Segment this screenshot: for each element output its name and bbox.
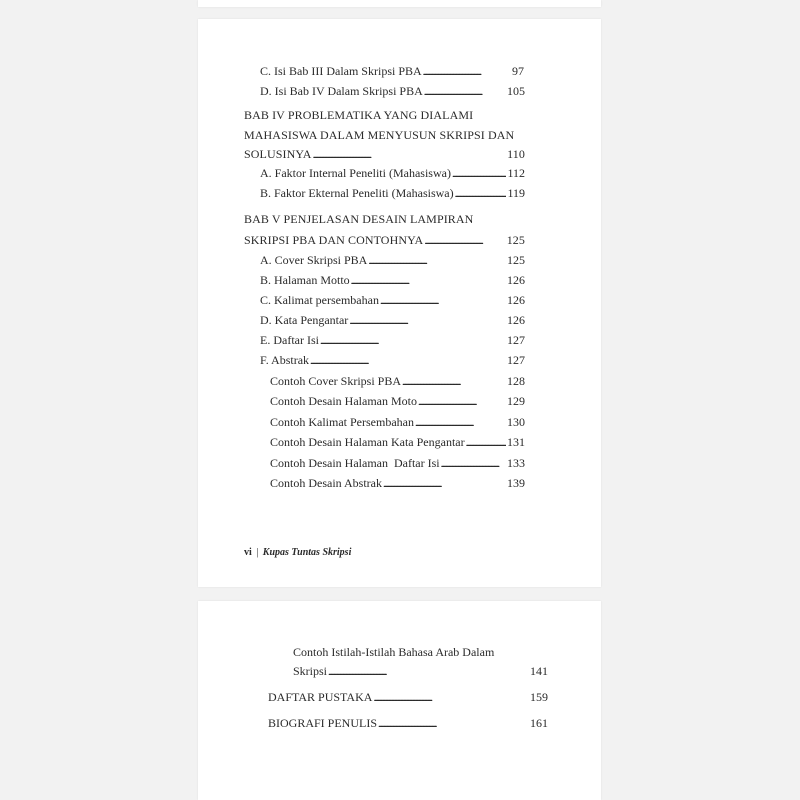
toc-entry (270, 476, 525, 492)
toc-entry-page: 112 (507, 166, 525, 180)
toc-entry-title: Skripsi (293, 664, 328, 678)
toc-entry-title: F. Abstrak (260, 353, 310, 367)
toc-entry (270, 456, 525, 472)
toc-entry-page: 126 (507, 273, 525, 287)
toc-entry-page: 127 (507, 353, 525, 367)
toc-entry (293, 664, 548, 680)
toc-entry (260, 64, 524, 80)
toc-entry (260, 273, 525, 289)
toc-entry (260, 353, 525, 369)
toc-entry-title: Contoh Cover Skripsi PBA (270, 374, 402, 388)
toc-entry (260, 333, 525, 349)
toc-entry-page: 139 (507, 476, 525, 490)
toc-entry-title: B. Halaman Motto (260, 273, 350, 287)
dot-leader (418, 394, 506, 410)
toc-entry (270, 435, 525, 451)
toc-entry-title: Contoh Desain Halaman Moto (270, 394, 417, 408)
dot-leader (351, 273, 506, 289)
toc-entry-title: D. Kata Pengantar (260, 313, 349, 327)
dot-leader (415, 415, 506, 431)
toc-entry-title: E. Daftar Isi (260, 333, 319, 347)
toc-page (198, 19, 601, 587)
toc-entry-page: 133 (507, 456, 525, 470)
toc-entry-title: SKRIPSI PBA DAN CONTOHNYA (244, 233, 424, 247)
next-toc-page (198, 601, 601, 800)
toc-entry-page: 161 (530, 716, 548, 730)
toc-entry-page: 159 (530, 690, 548, 704)
toc-entry-page: 126 (507, 313, 525, 327)
toc-entry (260, 186, 525, 202)
dot-leader (452, 166, 506, 182)
dot-leader (466, 435, 506, 451)
dot-leader (320, 333, 506, 349)
chapter-heading: MAHASISWA DALAM MENYUSUN SKRIPSI DAN (244, 128, 515, 142)
toc-entry-page: 119 (507, 186, 525, 200)
toc-entry-page: 127 (507, 333, 525, 347)
chapter-heading: BAB IV PROBLEMATIKA YANG DIALAMI (244, 108, 474, 122)
dot-leader (402, 374, 506, 390)
previous-page-edge (198, 0, 601, 7)
toc-entry (260, 253, 525, 269)
dot-leader (349, 313, 506, 329)
toc-entry-page: 125 (506, 233, 525, 247)
footer-page-number: vi (244, 547, 252, 558)
toc-entry-title: DAFTAR PUSTAKA (268, 690, 373, 704)
toc-entry-title: C. Isi Bab III Dalam Skripsi PBA (260, 64, 422, 78)
footer-separator: | (256, 547, 259, 558)
toc-entry-title: B. Faktor Ekternal Peneliti (Mahasiswa) (260, 186, 454, 200)
toc-entry-title: BIOGRAFI PENULIS (268, 716, 378, 730)
toc-entry-title: A. Cover Skripsi PBA (260, 253, 368, 267)
toc-entry-page: 110 (507, 147, 525, 161)
toc-entry (270, 415, 525, 431)
toc-entry (260, 313, 525, 329)
toc-entry-title: Contoh Kalimat Persembahan (270, 415, 414, 429)
toc-entry-page: 125 (507, 253, 525, 267)
chapter-heading: BAB V PENJELASAN DESAIN LAMPIRAN (244, 212, 474, 226)
toc-entry-title: Contoh Desain Halaman Daftar Isi (270, 456, 440, 470)
toc-entry-page: 129 (507, 394, 525, 408)
toc-entry-page: 105 (507, 84, 525, 98)
toc-entry (260, 293, 525, 309)
toc-entry (270, 374, 525, 390)
dot-leader (424, 84, 506, 100)
dot-leader (328, 664, 529, 680)
toc-entry-title: Contoh Istilah-Istilah Bahasa Arab Dalam (293, 645, 495, 659)
toc-entry (268, 690, 548, 706)
toc-entry-title: SOLUSINYA (244, 147, 312, 161)
toc-entry-page: 126 (507, 293, 525, 307)
dot-leader (373, 690, 529, 706)
dot-leader (313, 147, 507, 163)
dot-leader (455, 186, 507, 202)
toc-entry-page: 128 (507, 374, 525, 388)
dot-leader (424, 233, 505, 249)
toc-entry (270, 394, 525, 410)
dot-leader (378, 716, 529, 732)
dot-leader (368, 253, 506, 269)
toc-entry (244, 147, 525, 163)
dot-leader (380, 293, 506, 309)
toc-entry (268, 716, 548, 732)
toc-entry-page: 97 (512, 64, 524, 78)
toc-entry (260, 84, 525, 100)
toc-entry-title: Contoh Desain Halaman Kata Pengantar (270, 435, 465, 449)
page-footer (244, 547, 351, 558)
toc-entry (260, 166, 525, 182)
toc-entry-page: 141 (530, 664, 548, 678)
toc-entry-title: Contoh Desain Abstrak (270, 476, 382, 490)
toc-entry-title: D. Isi Bab IV Dalam Skripsi PBA (260, 84, 423, 98)
toc-entry-title: C. Kalimat persembahan (260, 293, 379, 307)
footer-book-title: Kupas Tuntas Skripsi (262, 547, 352, 558)
toc-entry (244, 233, 525, 249)
dot-leader (423, 64, 511, 80)
toc-entry-page: 130 (507, 415, 525, 429)
toc-entry-page: 131 (507, 435, 525, 449)
dot-leader (441, 456, 506, 472)
dot-leader (310, 353, 506, 369)
dot-leader (383, 476, 506, 492)
toc-entry-title: A. Faktor Internal Peneliti (Mahasiswa) (260, 166, 451, 180)
